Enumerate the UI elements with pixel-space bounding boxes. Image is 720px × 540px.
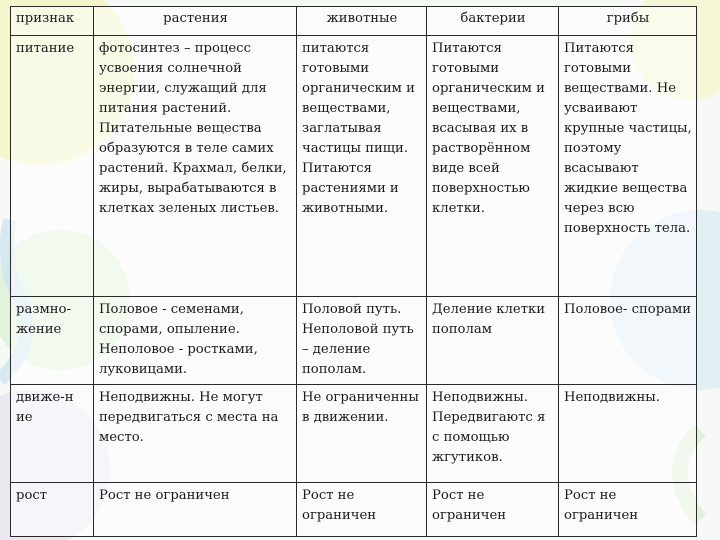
header-bacteria: бактерии bbox=[427, 7, 559, 36]
cell-animals: Рост не ограничен bbox=[297, 483, 427, 537]
comparison-table-wrapper bbox=[10, 6, 697, 537]
cell-bacteria: Питаются готовыми органическим и веществами, всасывая их в растворённом виде всей поверхностью клетки. bbox=[427, 36, 559, 297]
cell-plants: Неподвижны. Не могут передвигаться с места на место. bbox=[94, 385, 297, 483]
header-plants: растения bbox=[94, 7, 297, 36]
table-row-growth bbox=[11, 483, 697, 537]
table-row-movement bbox=[11, 385, 697, 483]
table-row-reproduction bbox=[11, 297, 697, 385]
cell-fungi: Неподвижны. bbox=[559, 385, 697, 483]
cell-bacteria: Неподвижны. Передвигаютс я с помощью жгутиков. bbox=[427, 385, 559, 483]
cell-bacteria: Деление клетки пополам bbox=[427, 297, 559, 385]
cell-fungi: Рост не ограничен bbox=[559, 483, 697, 537]
table-row-nutrition bbox=[11, 36, 697, 297]
cell-feature: движе-н ие bbox=[11, 385, 94, 483]
cell-feature: рост bbox=[11, 483, 94, 537]
header-feature: признак bbox=[11, 7, 94, 36]
header-fungi: грибы bbox=[559, 7, 697, 36]
table-header-row bbox=[11, 7, 697, 36]
cell-animals: Не ограниченны в движении. bbox=[297, 385, 427, 483]
cell-plants: Рост не ограничен bbox=[94, 483, 297, 537]
comparison-table bbox=[10, 6, 697, 537]
cell-feature: размно-жение bbox=[11, 297, 94, 385]
cell-animals: питаются готовыми органическим и веществами, заглатывая частицы пищи. Питаются растениями и животными. bbox=[297, 36, 427, 297]
cell-fungi: Половое- спорами bbox=[559, 297, 697, 385]
cell-plants: Половое - семенами, спорами, опыление. Неполовое - ростками, луковицами. bbox=[94, 297, 297, 385]
cell-bacteria: Рост не ограничен bbox=[427, 483, 559, 537]
cell-feature: питание bbox=[11, 36, 94, 297]
header-animals: животные bbox=[297, 7, 427, 36]
cell-plants: фотосинтез – процесс усвоения солнечной энергии, служащий для питания растений. Питательные вещества образуются в теле самих растений. Крахмал, белки, жиры, вырабатываются в клетках зеленых листьев. bbox=[94, 36, 297, 297]
cell-animals: Половой путь. Неполовой путь – деление пополам. bbox=[297, 297, 427, 385]
cell-fungi: Питаются готовыми веществами. Не усваивают крупные частицы, поэтому всасывают жидкие вещества через всю поверхность тела. bbox=[559, 36, 697, 297]
